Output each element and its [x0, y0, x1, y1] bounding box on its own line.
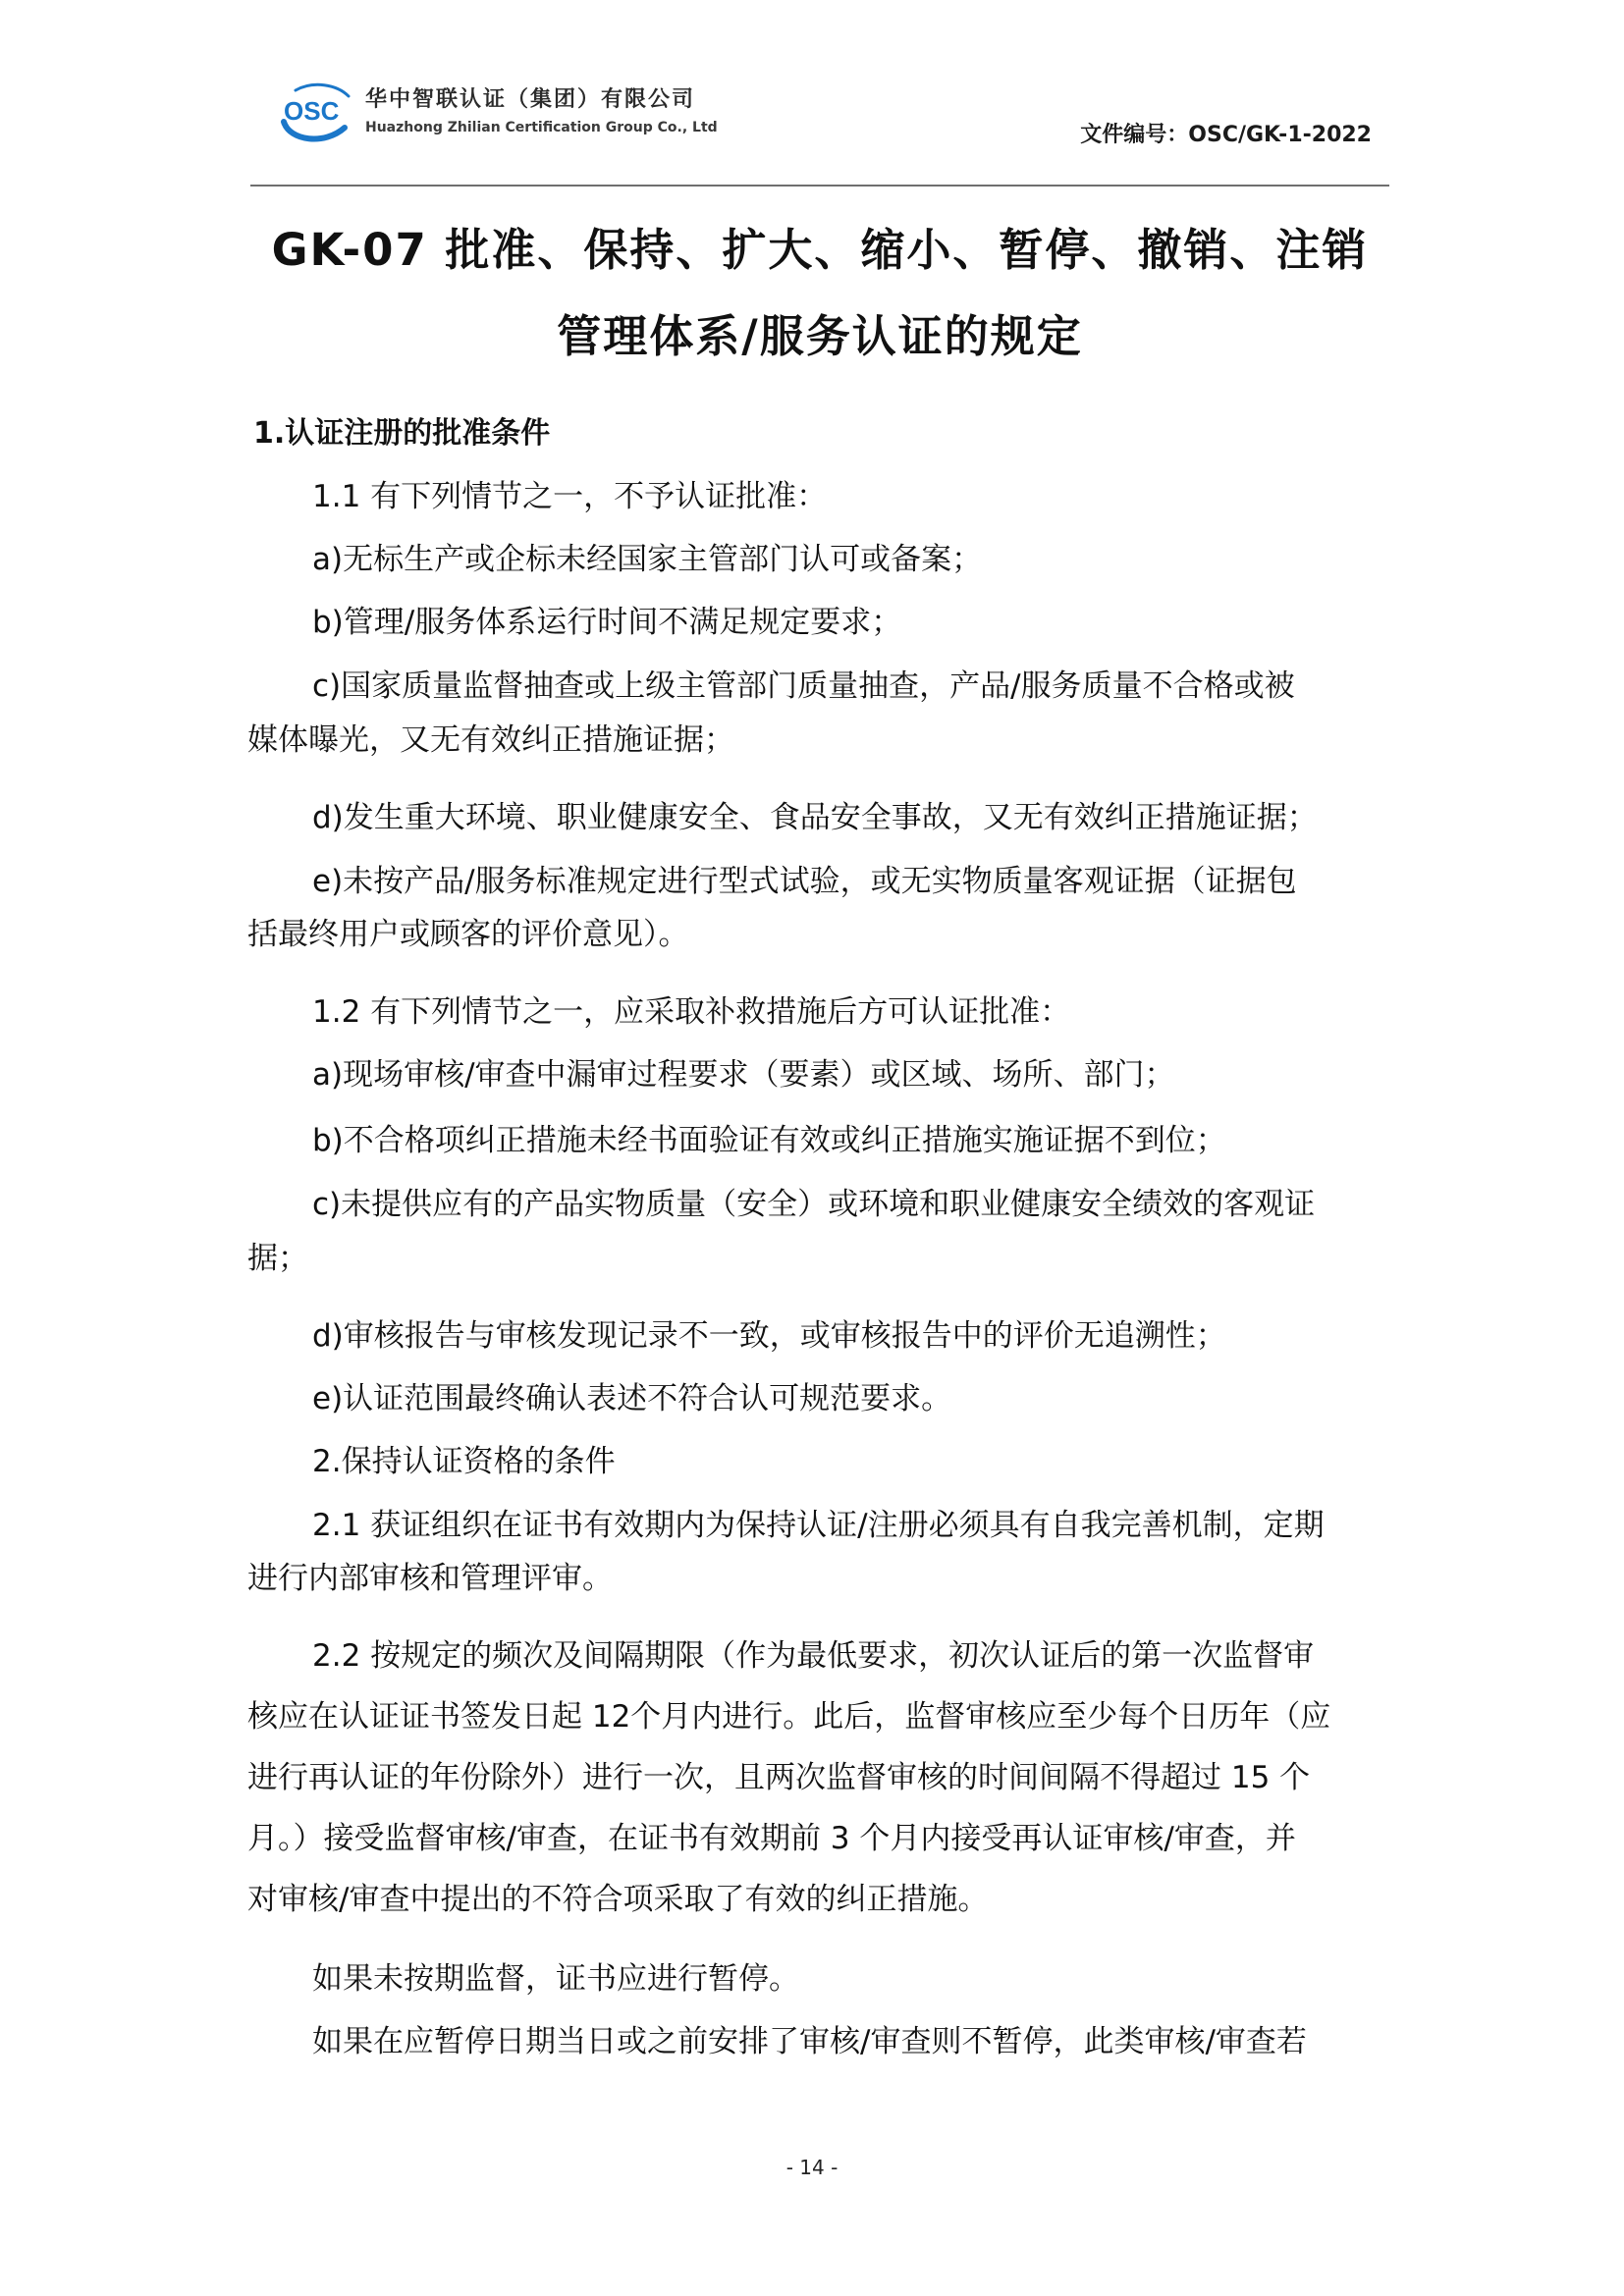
section-2-heading: 2.保持认证资格的条件	[312, 1444, 616, 1479]
clause-1-1-e-line-2: 括最终用户或顾客的评价意见）。	[247, 917, 689, 952]
clause-2-2-line-2: 核应在认证证书签发日起 12个月内进行。此后，监督审核应至少每个日历年（应	[247, 1699, 1331, 1735]
clause-2-2-line-5: 对审核/审查中提出的不符合项采取了有效的纠正措施。	[247, 1882, 989, 1917]
document-title-line-2: 管理体系/服务认证的规定	[557, 310, 1083, 362]
clause-1-2-c-line-1: c)未提供应有的产品实物质量（安全）或环境和职业健康安全绩效的客观证	[312, 1187, 1316, 1222]
clause-1-1-e-line-1: e)未按产品/服务标准规定进行型式试验，或无实物质量客观证据（证据包	[312, 864, 1297, 899]
clause-1-2-d: d)审核报告与审核发现记录不一致，或审核报告中的评价无追溯性；	[312, 1318, 1226, 1354]
document-title-line-1: GK-07 批准、保持、扩大、缩小、暂停、撤销、注销	[271, 224, 1369, 276]
clause-2-2-line-3: 进行再认证的年份除外）进行一次，且两次监督审核的时间间隔不得超过 15 个	[247, 1760, 1311, 1795]
clause-2-1-line-2: 进行内部审核和管理评审。	[247, 1561, 613, 1596]
clause-1-2-b: b)不合格项纠正措施未经书面验证有效或纠正措施实施证据不到位；	[312, 1123, 1226, 1158]
company-name-en: Huazhong Zhilian Certification Group Co., Ltd	[365, 120, 718, 135]
clause-1-2-e: e)认证范围最终确认表述不符合认可规范要求。	[312, 1381, 952, 1416]
clause-2-2-line-4: 月。）接受监督审核/审查，在证书有效期前 3 个月内接受再认证审核/审查，并	[247, 1821, 1296, 1856]
section-1-heading: 1.认证注册的批准条件	[253, 416, 551, 451]
clause-1-2-a: a)现场审核/审查中漏审过程要求（要素）或区域、场所、部门；	[312, 1057, 1175, 1093]
company-name-cn: 华中智联认证（集团）有限公司	[365, 87, 696, 112]
page-header	[250, 59, 1389, 187]
page-number: - 14 -	[785, 2156, 839, 2179]
clause-1-2-c-line-2: 据；	[247, 1241, 308, 1276]
clause-1-1-d: d)发生重大环境、职业健康安全、食品安全事故，又无有效纠正措施证据；	[312, 800, 1318, 835]
suspension-exception-paragraph: 如果在应暂停日期当日或之前安排了审核/审查则不暂停，此类审核/审查若	[312, 2024, 1307, 2059]
clause-2-1-line-1: 2.1 获证组织在证书有效期内为保持认证/注册必须具有自我完善机制，定期	[312, 1508, 1325, 1543]
clause-1-1-c-line-2: 媒体曝光，又无有效纠正措施证据；	[247, 722, 734, 758]
clause-1-1-b: b)管理/服务体系运行时间不满足规定要求；	[312, 605, 902, 640]
clause-1-1-c-line-1: c)国家质量监督抽查或上级主管部门质量抽查，产品/服务质量不合格或被	[312, 668, 1295, 704]
clause-1-1-a: a)无标生产或企标未经国家主管部门认可或备案；	[312, 542, 983, 577]
company-logo-icon	[276, 79, 354, 147]
document-number: 文件编号：OSC/GK-1-2022	[1080, 123, 1372, 147]
clause-1-2: 1.2 有下列情节之一，应采取补救措施后方可认证批准：	[312, 994, 1071, 1030]
logo-text: OSC	[284, 96, 340, 126]
suspension-paragraph: 如果未按期监督，证书应进行暂停。	[312, 1961, 799, 1997]
clause-1-1: 1.1 有下列情节之一，不予认证批准：	[312, 479, 828, 514]
clause-2-2-line-1: 2.2 按规定的频次及间隔期限（作为最低要求，初次认证后的第一次监督审	[312, 1638, 1315, 1674]
